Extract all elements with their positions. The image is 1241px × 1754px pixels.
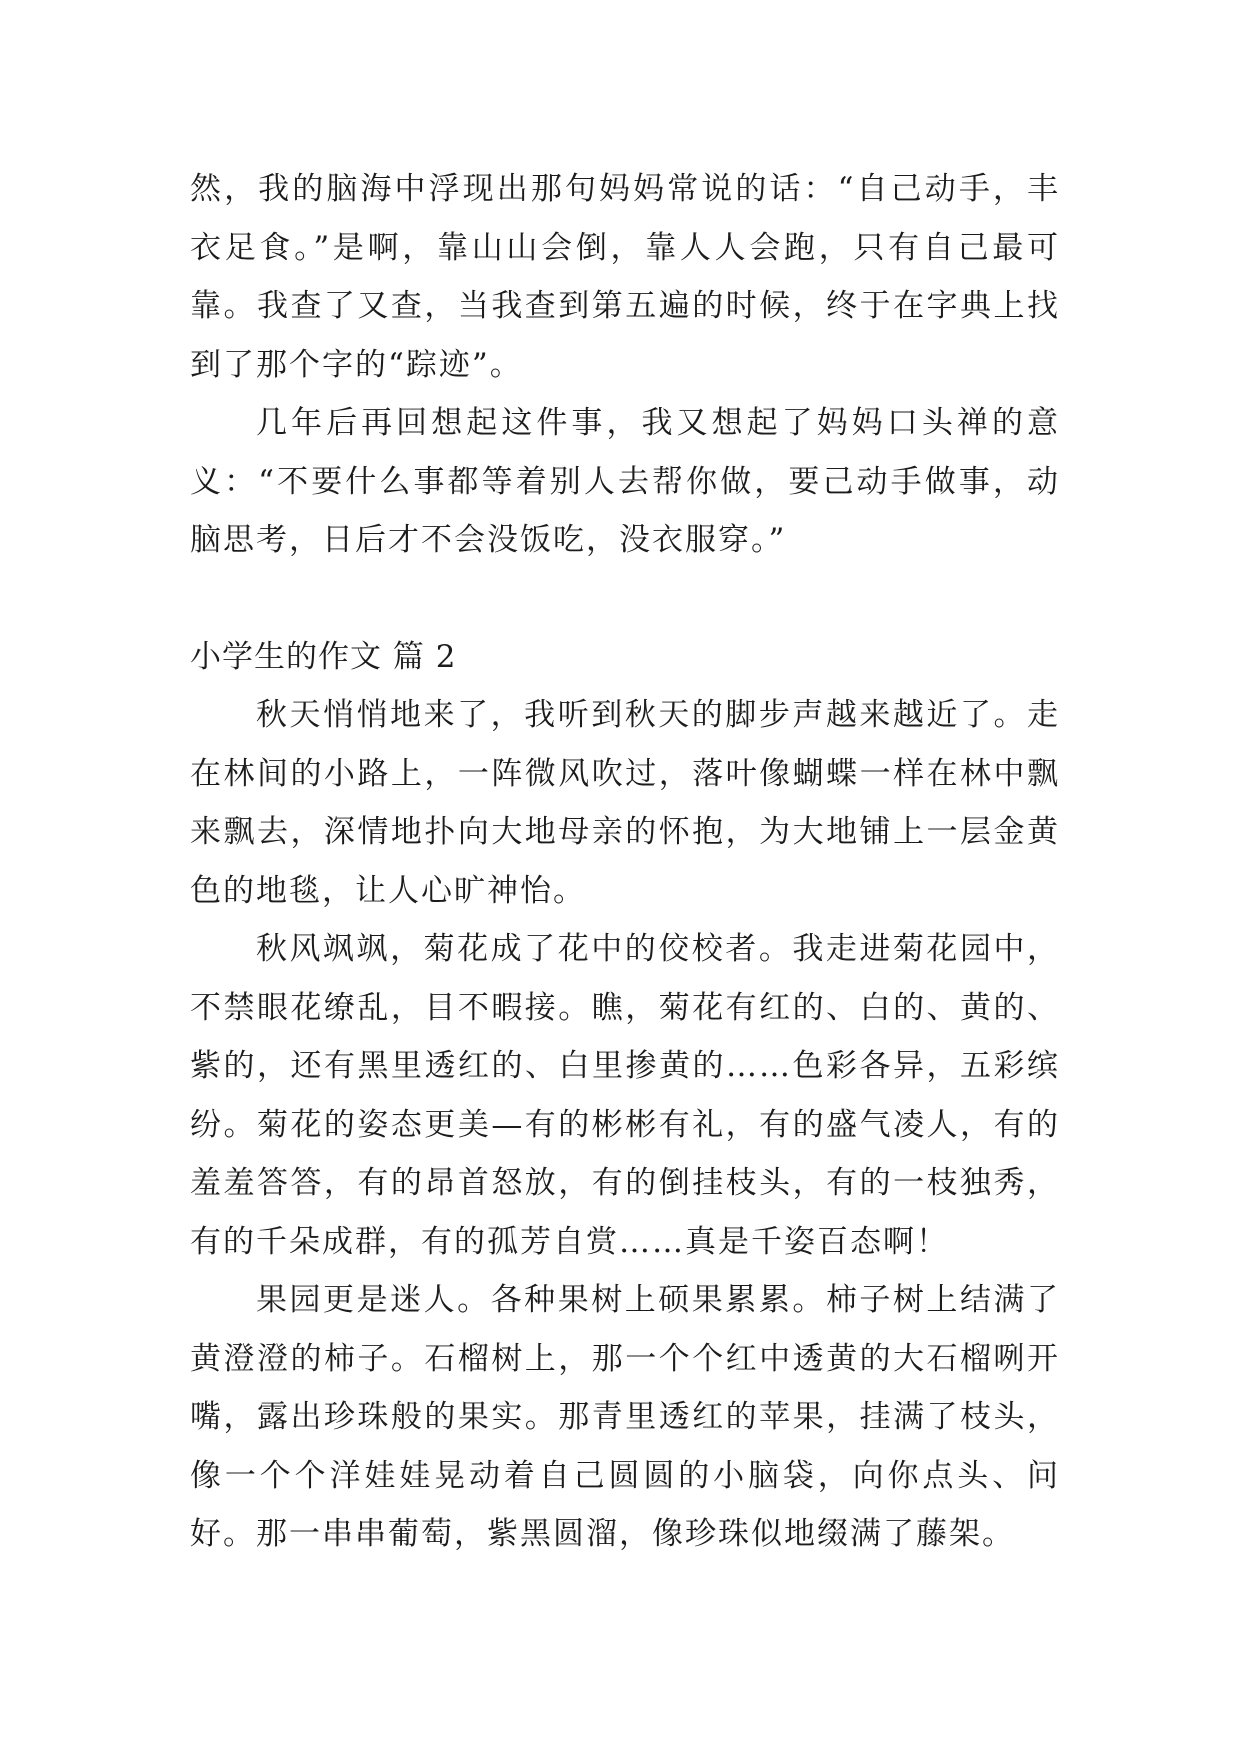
paragraph-chrysanthemum: 秋风飒飒，菊花成了花中的佼校者。我走进菊花园中，不禁眼花缭乱，目不暇接。瞧，菊花有红的、白的、黄的、紫的，还有黑里透红的、白里掺黄的……色彩各异，五彩缤纷。菊花的姿态更美—有的彬彬有礼，有的盛气凌人，有的羞羞答答，有的昂首怒放，有的倒挂枝头，有的一枝独秀，有的千朵成群，有的孤芳自赏……真是千姿百态啊！ [190, 931, 1060, 1260]
paragraph-reflection: 几年后再回想起这件事，我又想起了妈妈口头禅的意义：“不要什么事都等着别人去帮你做，要己动手做事，动脑思考，日后才不会没饭吃，没衣服穿。” [190, 405, 1060, 558]
paragraph-continuation: 然，我的脑海中浮现出那句妈妈常说的话：“自己动手，丰衣足食。”是啊，靠山山会倒，靠人人会跑，只有自己最可靠。我查了又查，当我查到第五遍的时候，终于在字典上找到了那个字的“踪迹”。 [190, 171, 1060, 383]
paragraph-orchard: 果园更是迷人。各种果树上硕果累累。柿子树上结满了黄澄澄的柿子。石榴树上，那一个个红中透黄的大石榴咧开嘴，露出珍珠般的果实。那青里透红的苹果，挂满了枝头，像一个个洋娃娃晃动着自己圆圆的小脑袋，向你点头、问好。那一串串葡萄，紫黑圆溜，像珍珠似地缀满了藤架。 [190, 1282, 1060, 1552]
paragraph-autumn-intro: 秋天悄悄地来了，我听到秋天的脚步声越来越近了。走在林间的小路上，一阵微风吹过，落叶像蝴蝶一样在林中飘来飘去，深情地扑向大地母亲的怀抱，为大地铺上一层金黄色的地毯，让人心旷神怡。 [190, 697, 1060, 909]
document-body [190, 160, 1060, 1564]
section-title: 小学生的作文 篇 2 [190, 638, 457, 675]
